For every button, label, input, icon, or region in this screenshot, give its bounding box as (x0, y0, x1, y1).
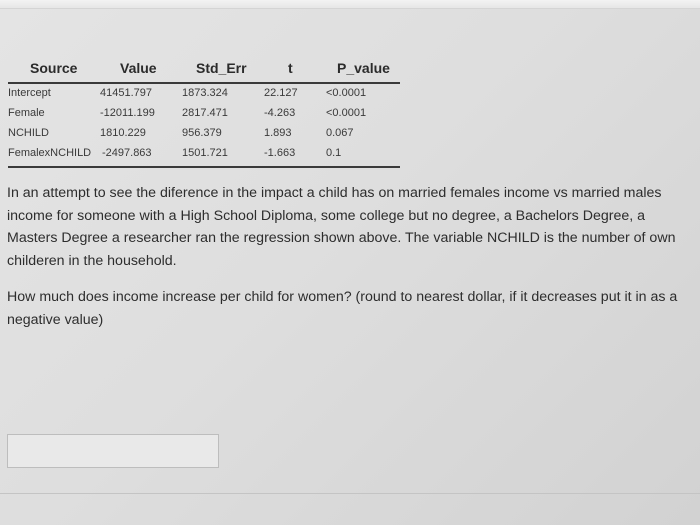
table-row (8, 124, 400, 144)
question-context: In an attempt to see the diference in the impact a child has on married females income vs married males income for someone with a High School Diploma, some college but no degree, a Bachelors Degree, a Masters Degree a researcher ran the regression shown above. The variable NCHILD is the number of own childeren in the household. (7, 185, 676, 269)
table-header (8, 56, 400, 84)
cell-p-value: <0.0001 (326, 87, 367, 99)
cell-value: 1810.229 (100, 127, 146, 139)
regression-table (8, 56, 400, 168)
header-value: Value (120, 60, 157, 76)
cell-value: -2497.863 (102, 147, 152, 159)
cell-t: -1.663 (264, 147, 296, 159)
cell-p-value: 0.1 (326, 147, 342, 159)
cell-p-value: 0.067 (326, 127, 354, 139)
table-row (8, 104, 400, 124)
cell-source: FemalexNCHILD (8, 147, 92, 159)
cell-t: 1.893 (264, 127, 292, 139)
cell-std-err: 1873.324 (182, 87, 228, 99)
cell-t: -4.263 (264, 107, 296, 119)
header-p-value: P_value (337, 60, 390, 76)
page-top-edge (0, 0, 700, 9)
header-source: Source (30, 60, 78, 76)
question-prompt: How much does income increase per child for women? (round to nearest dollar, if it decreases put it in as a negative value) (7, 289, 678, 328)
header-std-err: Std_Err (196, 60, 247, 76)
bottom-divider (0, 493, 700, 494)
table-row (8, 84, 400, 104)
cell-std-err: 1501.721 (182, 147, 228, 159)
cell-std-err: 956.379 (182, 127, 222, 139)
cell-source: Female (8, 107, 45, 119)
cell-std-err: 2817.471 (182, 107, 228, 119)
header-t: t (288, 60, 293, 76)
cell-source: NCHILD (8, 127, 49, 139)
answer-input[interactable] (7, 434, 219, 468)
cell-p-value: <0.0001 (326, 107, 367, 119)
cell-value: 41451.797 (100, 87, 152, 99)
table-row (8, 144, 400, 164)
table-bottom-rule (8, 166, 400, 168)
cell-source: Intercept (8, 87, 51, 99)
cell-t: 22.127 (264, 87, 298, 99)
cell-value: -12011.199 (100, 107, 155, 119)
